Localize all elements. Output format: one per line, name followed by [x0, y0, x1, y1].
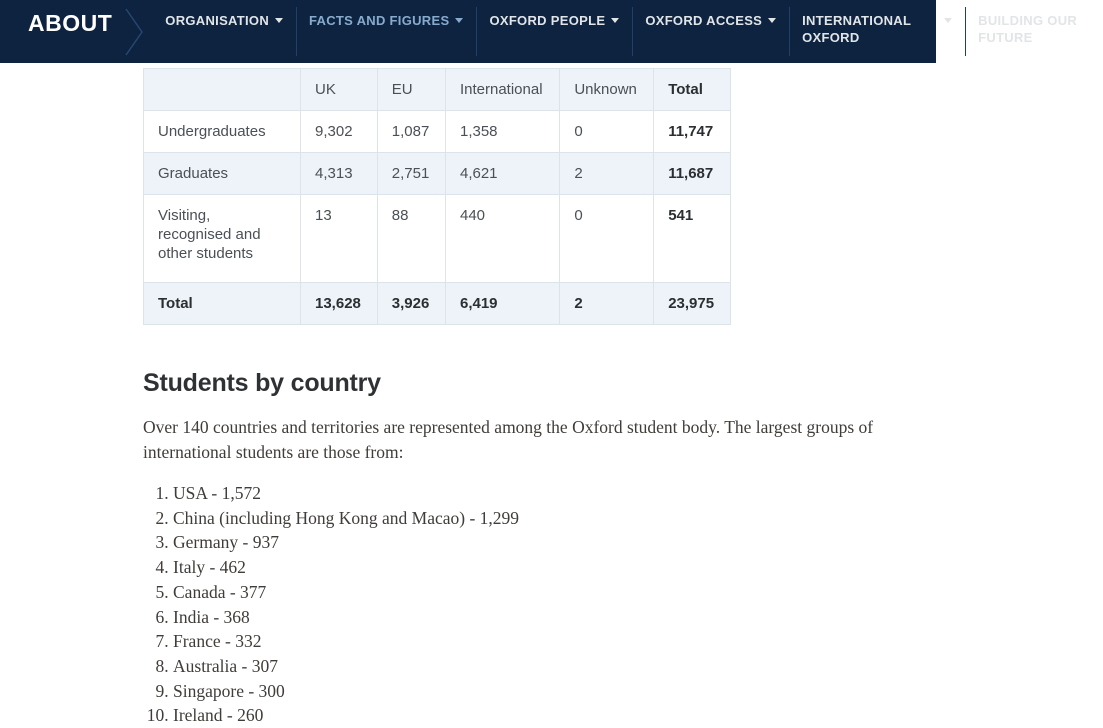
table-row-total — [144, 283, 731, 325]
nav-item-building-our-future[interactable] — [965, 11, 1103, 46]
page-content — [143, 68, 936, 728]
header-cell-total: Total — [654, 69, 731, 111]
table-cell: 440 — [445, 195, 559, 283]
nav-item-label: FACTS AND FIGURES — [309, 13, 450, 28]
nav-item-list — [152, 11, 1103, 46]
table-cell: 13 — [301, 195, 378, 283]
table-cell-total: 11,747 — [654, 111, 731, 153]
table-cell: 1,358 — [445, 111, 559, 153]
country-list-item: 7. France - 332 — [173, 629, 936, 654]
nav-item-label: OXFORD ACCESS — [645, 13, 763, 28]
student-numbers-table — [143, 68, 731, 325]
country-list-item: 9. Singapore - 300 — [173, 679, 936, 704]
table-cell: 2 — [560, 283, 654, 325]
table-cell: 0 — [560, 195, 654, 283]
nav-item-facts-and-figures[interactable] — [296, 11, 476, 29]
row-label: Total — [144, 283, 301, 325]
chevron-right-icon — [124, 7, 146, 57]
nav-item-international-oxford[interactable] — [789, 11, 965, 46]
caret-down-icon — [768, 18, 776, 23]
nav-item-organisation[interactable] — [152, 11, 296, 29]
table-cell: 2 — [560, 153, 654, 195]
header-cell-unknown: Unknown — [560, 69, 654, 111]
section-nav — [0, 0, 1078, 63]
country-list-item: 5. Canada - 377 — [173, 580, 936, 605]
row-label: Graduates — [144, 153, 301, 195]
row-label: Undergraduates — [144, 111, 301, 153]
country-list-item: 6. India - 368 — [173, 605, 936, 630]
header-cell-blank — [144, 69, 301, 111]
intro-paragraph: Over 140 countries and territories are represented among the Oxford student body. The largest groups of international students are those from: — [143, 417, 874, 462]
caret-down-icon — [455, 18, 463, 23]
country-list-item: 3. Germany - 937 — [173, 530, 936, 555]
caret-down-icon — [275, 18, 283, 23]
table-cell-total: 541 — [654, 195, 731, 283]
table-cell-total: 23,975 — [654, 283, 731, 325]
table-row-graduates — [144, 153, 731, 195]
country-list — [143, 481, 936, 728]
nav-item-label: OXFORD PEOPLE — [489, 13, 606, 28]
table-cell: 1,087 — [377, 111, 445, 153]
table-cell: 3,926 — [377, 283, 445, 325]
header-cell-eu: EU — [377, 69, 445, 111]
country-list-item: 2. China (including Hong Kong and Macao) - 1,299 — [173, 506, 936, 531]
table-cell: 4,621 — [445, 153, 559, 195]
country-list-item: 10. Ireland - 260 — [173, 703, 936, 728]
caret-down-icon — [611, 18, 619, 23]
country-list-item: 8. Australia - 307 — [173, 654, 936, 679]
table-header-row — [144, 69, 731, 111]
table-row-undergraduates — [144, 111, 731, 153]
country-list-item: 4. Italy - 462 — [173, 555, 936, 580]
nav-item-label: INTERNATIONAL OXFORD — [802, 13, 911, 45]
table-cell: 88 — [377, 195, 445, 283]
table-row-visiting — [144, 195, 731, 283]
caret-down-icon — [944, 18, 952, 23]
nav-item-label: BUILDING OUR FUTURE — [978, 13, 1078, 45]
table-cell: 4,313 — [301, 153, 378, 195]
table-cell: 6,419 — [445, 283, 559, 325]
table-cell: 0 — [560, 111, 654, 153]
table-cell-total: 11,687 — [654, 153, 731, 195]
nav-item-oxford-access[interactable] — [632, 11, 789, 29]
nav-item-oxford-people[interactable] — [476, 11, 632, 29]
table-cell: 2,751 — [377, 153, 445, 195]
students-by-country-heading: Students by country — [143, 369, 381, 397]
table-cell: 13,628 — [301, 283, 378, 325]
header-cell-international: International — [445, 69, 559, 111]
table-cell: 9,302 — [301, 111, 378, 153]
row-label: Visiting, recognised and other students — [144, 195, 301, 283]
nav-about-link[interactable]: ABOUT — [28, 10, 113, 36]
header-cell-uk: UK — [301, 69, 378, 111]
nav-item-label: ORGANISATION — [165, 13, 270, 28]
country-list-item: 1. USA - 1,572 — [173, 481, 936, 506]
